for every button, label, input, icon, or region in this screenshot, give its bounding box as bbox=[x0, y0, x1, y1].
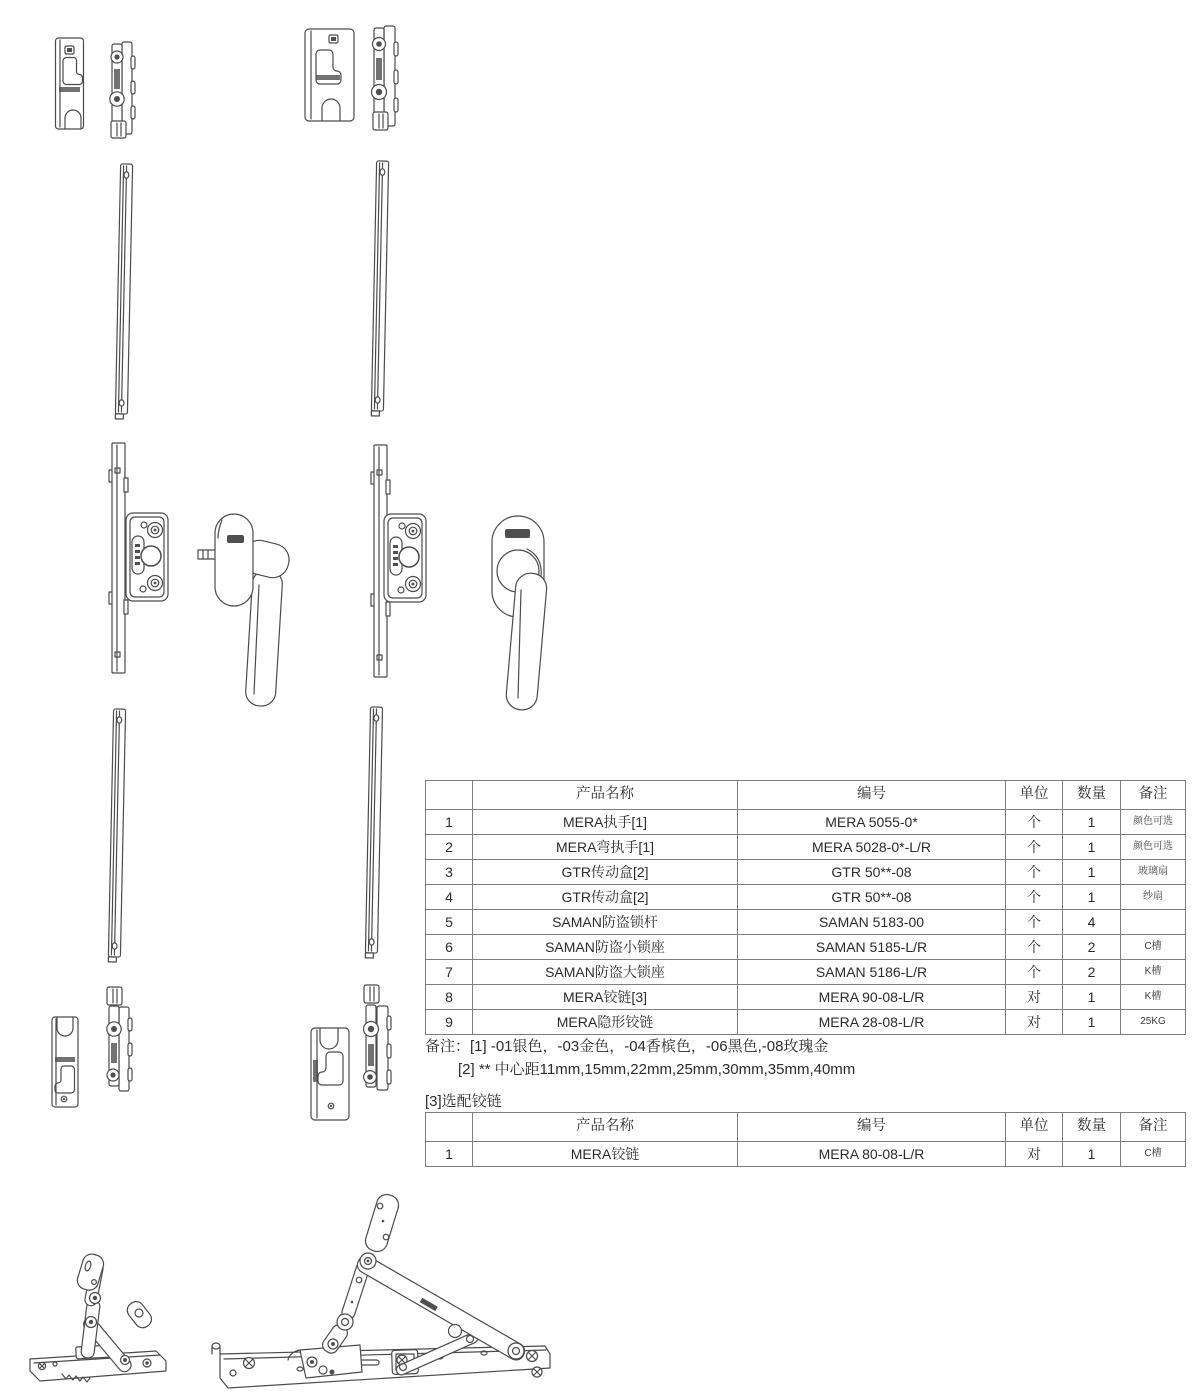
cell-code: MERA 28-08-L/R bbox=[738, 1010, 1006, 1035]
cell-qty: 1 bbox=[1063, 810, 1121, 835]
lock-point-strip-bottom-mid-drawing bbox=[364, 985, 392, 1090]
cell-remark: 25KG bbox=[1121, 1010, 1186, 1035]
cell-unit: 个 bbox=[1006, 885, 1063, 910]
table-row bbox=[426, 810, 1186, 835]
cell-code: SAMAN 5185-L/R bbox=[738, 935, 1006, 960]
cell-product-name: GTR传动盒[2] bbox=[473, 860, 738, 885]
cell-remark: C槽 bbox=[1121, 1142, 1186, 1167]
gearbox-glass-sash-drawing bbox=[109, 443, 168, 673]
table-row bbox=[426, 1142, 1186, 1167]
keeper-plate-top-mid-drawing bbox=[305, 29, 354, 121]
cell-index: 1 bbox=[426, 1142, 473, 1167]
cell-product-name: MERA铰链[3] bbox=[473, 985, 738, 1010]
lock-bar-upper-left-drawing bbox=[115, 164, 132, 419]
cell-product-name: MERA铰链 bbox=[473, 1142, 738, 1167]
cell-unit: 对 bbox=[1006, 1142, 1063, 1167]
header-code: 编号 bbox=[738, 1113, 1006, 1142]
table-row bbox=[426, 960, 1186, 985]
keeper-plate-top-left-drawing bbox=[56, 38, 84, 129]
keeper-plate-bottom-mid-drawing bbox=[311, 1028, 349, 1120]
optional-hinge-table bbox=[425, 1112, 1186, 1167]
header-unit: 单位 bbox=[1006, 781, 1063, 810]
cell-code: MERA 90-08-L/R bbox=[738, 985, 1006, 1010]
cell-code: GTR 50**-08 bbox=[738, 860, 1006, 885]
cell-index: 9 bbox=[426, 1010, 473, 1035]
cell-qty: 1 bbox=[1063, 1142, 1121, 1167]
cell-index: 8 bbox=[426, 985, 473, 1010]
cell-product-name: SAMAN防盗大锁座 bbox=[473, 960, 738, 985]
cell-product-name: SAMAN防盗小锁座 bbox=[473, 935, 738, 960]
cell-product-name: MERA隐形铰链 bbox=[473, 1010, 738, 1035]
cell-code: MERA 5028-0*-L/R bbox=[738, 835, 1006, 860]
table-row bbox=[426, 910, 1186, 935]
friction-hinge-small-drawing bbox=[30, 1252, 166, 1382]
cell-unit: 对 bbox=[1006, 985, 1063, 1010]
lock-point-strip-bottom-left-drawing bbox=[107, 987, 132, 1091]
header-remark: 备注 bbox=[1121, 781, 1186, 810]
friction-hinge-large-drawing bbox=[212, 1192, 550, 1388]
header-code: 编号 bbox=[738, 781, 1006, 810]
cell-remark: K槽 bbox=[1121, 960, 1186, 985]
cell-qty: 1 bbox=[1063, 1010, 1121, 1035]
header-product-name: 产品名称 bbox=[473, 1113, 738, 1142]
cell-remark: 颜色可选 bbox=[1121, 835, 1186, 860]
cell-qty: 1 bbox=[1063, 835, 1121, 860]
cell-remark: 纱扇 bbox=[1121, 885, 1186, 910]
cell-index: 5 bbox=[426, 910, 473, 935]
lock-bar-lower-right-drawing bbox=[365, 707, 382, 958]
header-qty: 数量 bbox=[1063, 781, 1121, 810]
cell-remark: K槽 bbox=[1121, 985, 1186, 1010]
cell-remark: C槽 bbox=[1121, 935, 1186, 960]
parts-table bbox=[425, 780, 1186, 1035]
cell-unit: 个 bbox=[1006, 935, 1063, 960]
cell-code: SAMAN 5183-00 bbox=[738, 910, 1006, 935]
table-row bbox=[426, 985, 1186, 1010]
lock-point-strip-top-left-drawing bbox=[110, 42, 135, 138]
cell-unit: 个 bbox=[1006, 835, 1063, 860]
header-product-name: 产品名称 bbox=[473, 781, 738, 810]
remark-note-line2: [2] ** 中心距11mm,15mm,22mm,25mm,30mm,35mm,40mm bbox=[458, 1061, 856, 1078]
header-index bbox=[426, 1113, 473, 1142]
lock-bar-upper-right-drawing bbox=[371, 161, 388, 416]
cell-unit: 个 bbox=[1006, 810, 1063, 835]
cell-index: 7 bbox=[426, 960, 473, 985]
header-remark: 备注 bbox=[1121, 1113, 1186, 1142]
cell-code: MERA 5055-0* bbox=[738, 810, 1006, 835]
lock-point-strip-top-mid-drawing bbox=[372, 26, 399, 130]
parts-table-header-row bbox=[426, 781, 1186, 810]
cell-index: 6 bbox=[426, 935, 473, 960]
cell-unit: 个 bbox=[1006, 960, 1063, 985]
cell-qty: 1 bbox=[1063, 985, 1121, 1010]
cell-product-name: SAMAN防盗锁杆 bbox=[473, 910, 738, 935]
cell-qty: 2 bbox=[1063, 960, 1121, 985]
cell-index: 1 bbox=[426, 810, 473, 835]
table-row bbox=[426, 885, 1186, 910]
cell-product-name: MERA弯执手[1] bbox=[473, 835, 738, 860]
remark-note-line1: 备注：[1] -01银色，-03金色，-04香槟色，-06黑色,-08玫瑰金 bbox=[425, 1038, 829, 1055]
keeper-plate-bottom-left-drawing bbox=[52, 1017, 78, 1107]
cell-index: 2 bbox=[426, 835, 473, 860]
gearbox-screen-sash-drawing bbox=[371, 445, 426, 677]
cell-product-name: GTR传动盒[2] bbox=[473, 885, 738, 910]
cell-code: GTR 50**-08 bbox=[738, 885, 1006, 910]
table-row bbox=[426, 1010, 1186, 1035]
table-row bbox=[426, 860, 1186, 885]
cell-index: 4 bbox=[426, 885, 473, 910]
optional-hinge-label: [3]选配铰链 bbox=[425, 1093, 502, 1110]
cell-remark bbox=[1121, 910, 1186, 935]
table-row bbox=[426, 935, 1186, 960]
lock-bar-lower-left-drawing bbox=[108, 709, 125, 962]
cell-remark: 颜色可选 bbox=[1121, 810, 1186, 835]
cell-remark: 玻璃扇 bbox=[1121, 860, 1186, 885]
cell-unit: 个 bbox=[1006, 910, 1063, 935]
cell-qty: 1 bbox=[1063, 860, 1121, 885]
header-qty: 数量 bbox=[1063, 1113, 1121, 1142]
cell-code: MERA 80-08-L/R bbox=[738, 1142, 1006, 1167]
cell-qty: 2 bbox=[1063, 935, 1121, 960]
table-row bbox=[426, 835, 1186, 860]
cell-unit: 对 bbox=[1006, 1010, 1063, 1035]
cell-qty: 1 bbox=[1063, 885, 1121, 910]
handle-straight-drawing bbox=[198, 514, 292, 707]
header-unit: 单位 bbox=[1006, 1113, 1063, 1142]
header-index bbox=[426, 781, 473, 810]
optional-table-header-row bbox=[426, 1113, 1186, 1142]
cell-qty: 4 bbox=[1063, 910, 1121, 935]
cell-index: 3 bbox=[426, 860, 473, 885]
handle-bent-drawing bbox=[492, 516, 548, 711]
cell-code: SAMAN 5186-L/R bbox=[738, 960, 1006, 985]
cell-product-name: MERA执手[1] bbox=[473, 810, 738, 835]
cell-unit: 个 bbox=[1006, 860, 1063, 885]
